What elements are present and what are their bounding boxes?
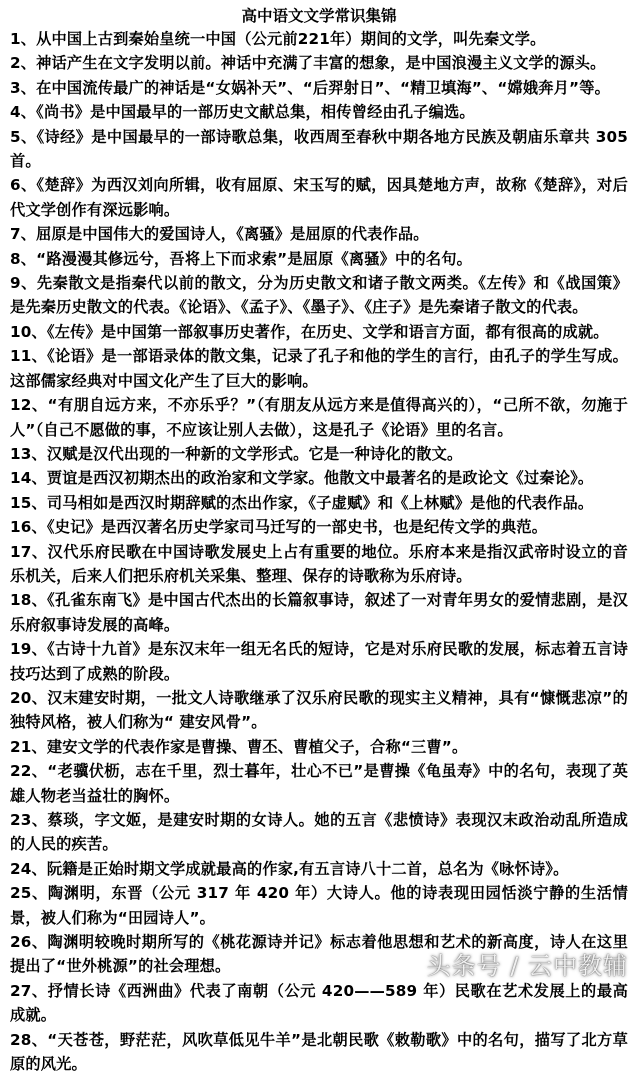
list-item: 26、陶渊明较晚时期所写的《桃花源诗并记》标志着他思想和艺术的新高度，诗人在这里提出了“世外桃源”的社会理想。 — [10, 933, 628, 976]
list-item: 24、阮籍是正始时期文学成就最高的作家,有五言诗八十二首，总名为《咏怀诗》。 — [10, 859, 569, 878]
list-item: 19、《古诗十九首》是东汉末年一组无名氏的短诗，它是对乐府民歌的发展，标志着五言诗技巧达到了成熟的阶段。 — [10, 640, 628, 683]
list-item: 7、屈原是中国伟大的爱国诗人，《离骚》是屈原的代表作品。 — [10, 225, 429, 244]
list-item: 21、建安文学的代表作家是曹操、曹丕、曹植父子，合称“三曹”。 — [10, 737, 468, 756]
list-item: 15、司马相如是西汉时期辞赋的杰出作家，《子虚赋》和《上林赋》是他的代表作品。 — [10, 493, 594, 512]
list-item: 13、汉赋是汉代出现的一种新的文学形式。它是一种诗化的散文。 — [10, 444, 463, 463]
list-item: 14、贾谊是西汉初期杰出的政治家和文学家。他散文中最著名的是政论文《过秦论》。 — [10, 469, 594, 488]
list-item: 16、《史记》是西汉著名历史学家司马迁写的一部史书，也是纪传文学的典范。 — [10, 518, 548, 537]
list-item: 18、《孔雀东南飞》是中国古代杰出的长篇叙事诗，叙述了一对青年男女的爱情悲剧，是汉乐府叙事诗发展的高峰。 — [10, 591, 628, 634]
knowledge-list — [10, 27, 628, 1076]
list-item: 2、神话产生在文字发明以前。神话中充满了丰富的想象，是中国浪漫主义文学的源头。 — [10, 54, 606, 73]
list-item: 9、先秦散文是指秦代以前的散文，分为历史散文和诸子散文两类。《左传》和《战国策》是先秦历史散文的代表。《论语》、《孟子》、《墨子》、《庄子》是先秦诸子散文的代表。 — [10, 274, 628, 317]
list-item: 22、“老骥伏枥，志在千里，烈士暮年，壮心不已”是曹操《龟虽寿》中的名句，表现了英雄人物老当益壮的胸怀。 — [10, 762, 628, 805]
list-item: 23、蔡琰，字文姬，是建安时期的女诗人。她的五言《悲愤诗》表现汉末政治动乱所造成的人民的疾苦。 — [10, 811, 628, 854]
list-item: 1、从中国上古到秦始皇统一中国（公元前221年）期间的文学，叫先秦文学。 — [10, 30, 546, 48]
list-item: 17、汉代乐府民歌在中国诗歌发展史上占有重要的地位。乐府本来是指汉武帝时设立的音乐机关，后来人们把乐府机关采集、整理、保存的诗歌称为乐府诗。 — [10, 542, 628, 585]
list-item: 10、《左传》是中国第一部叙事历史著作，在历史、文学和语言方面，都有很高的成就。 — [10, 322, 609, 341]
page-title: 高中语文文学常识集锦 — [241, 7, 397, 25]
list-item: 28、“天苍苍，野茫茫，风吹草低见牛羊”是北朝民歌《敕勒歌》中的名句，描写了北方草原的风光。 — [10, 1030, 628, 1074]
list-item: 6、《楚辞》为西汉刘向所辑，收有屈原、宋玉写的赋，因具楚地方声，故称《楚辞》，对后代文学创作有深远影响。 — [10, 176, 628, 219]
list-item: 11、《论语》是一部语录体的散文集，记录了孔子和他的学生的言行，由孔子的学生写成。这部儒家经典对中国文化产生了巨大的影响。 — [10, 347, 628, 390]
list-item: 3、在中国流传最广的神话是“女娲补天”、“后羿射日”、“精卫填海”、“嫦娥奔月”等。 — [10, 78, 611, 97]
list-item: 4、《尚书》是中国最早的一部历史文献总集，相传曾经由孔子编选。 — [10, 103, 475, 122]
list-item: 8、“路漫漫其修远兮，吾将上下而求索”是屈原《离骚》中的名句。 — [10, 249, 472, 268]
list-item: 5、《诗经》是中国最早的一部诗歌总集，收西周至春秋中期各地方民族及朝庙乐章共 305 首。 — [10, 127, 628, 171]
list-item: 20、汉末建安时期，一批文人诗歌继承了汉乐府民歌的现实主义精神，具有“慷慨悲凉”的独特风格，被人们称为“ 建安风骨”。 — [10, 688, 628, 732]
list-item: 12、“有朋自远方来，不亦乐乎？”（有朋友从远方来是值得高兴的），“己所不欲，勿施于人”（自己不愿做的事，不应该让别人去做），这是孔子《论语》里的名言。 — [10, 396, 628, 439]
list-item: 25、陶渊明，东晋（公元 317 年 420 年）大诗人。他的诗表现田园恬淡宁静的生活情景，被人们称为“田园诗人”。 — [10, 884, 628, 927]
list-item: 27、抒情长诗《西洲曲》代表了南朝（公元 420——589 年）民歌在艺术发展上的最高成就。 — [10, 981, 628, 1025]
watermark: 头条号 / 云中教辅 — [426, 952, 628, 980]
